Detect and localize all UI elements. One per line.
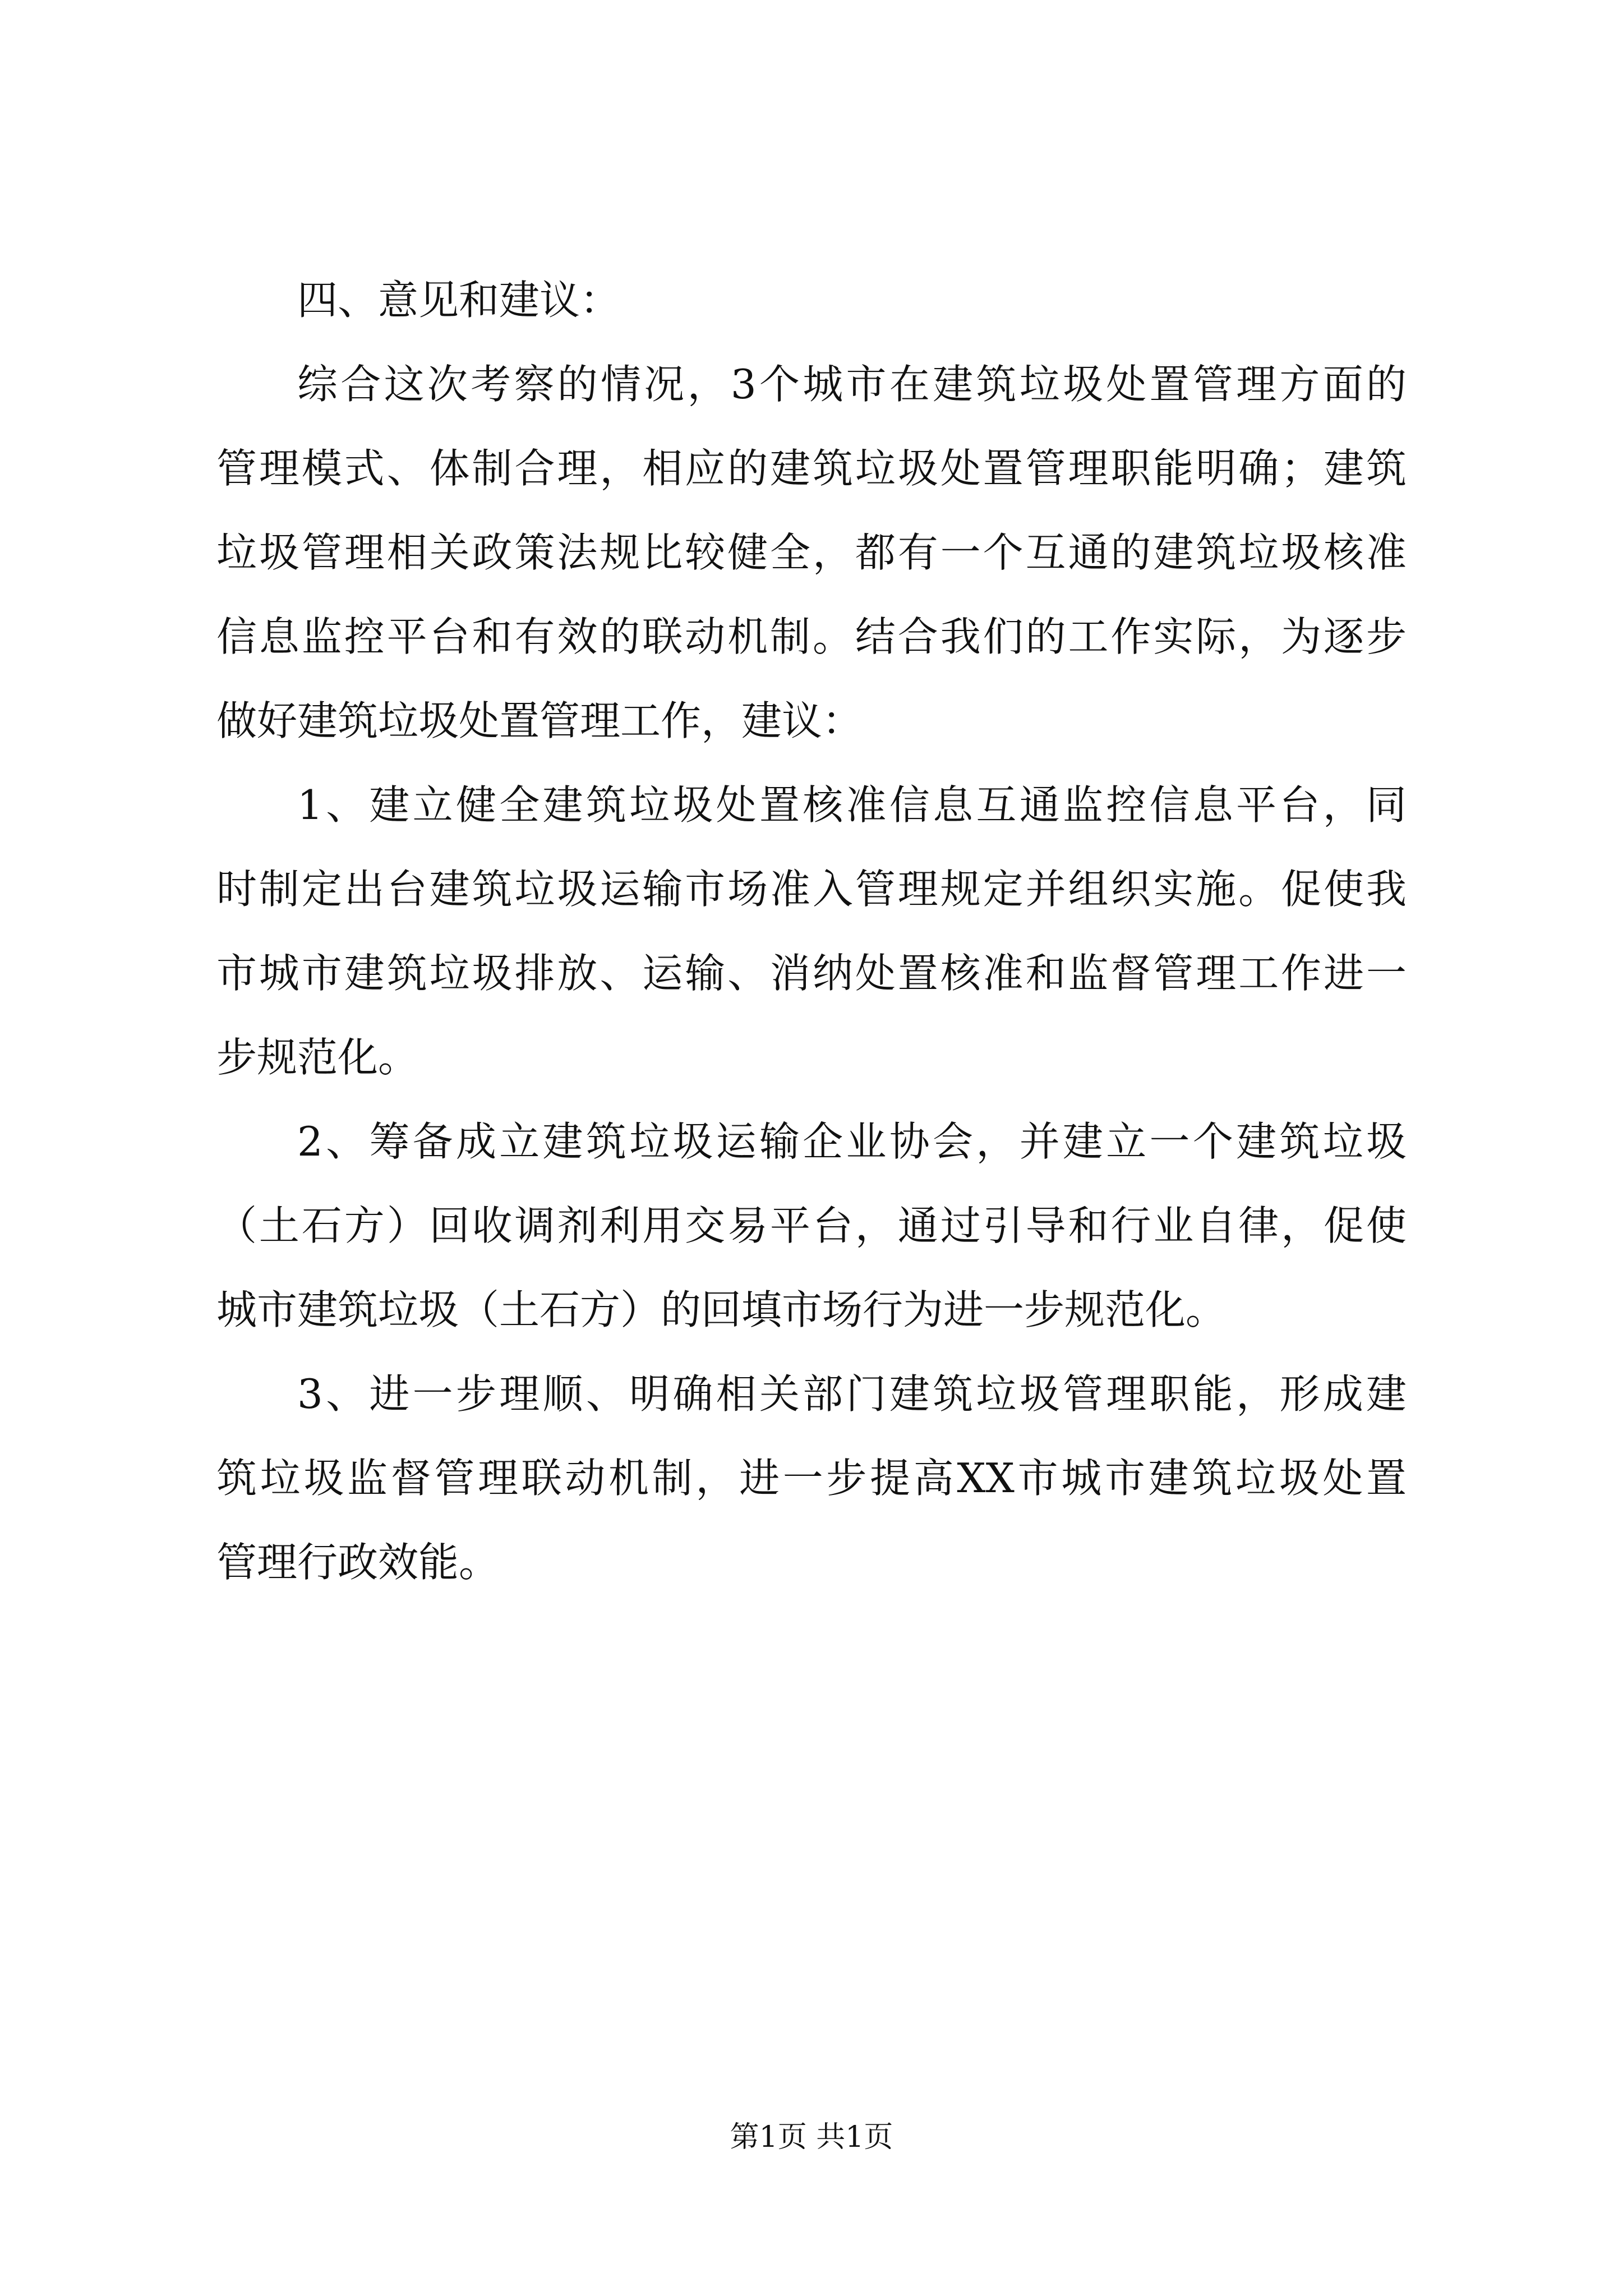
paragraph-4-line-1: 3、进一步理顺、明确相关部门建筑垃圾管理职能，形成建	[297, 1370, 1407, 1418]
paragraph-1-line-2: 管理模式、体制合理，相应的建筑垃圾处置管理职能明确；建筑	[216, 445, 1407, 492]
paragraph-3-line-3: 城市建筑垃圾（土石方）的回填市场行为进一步规范化。	[216, 1286, 1227, 1333]
section-heading: 四、意见和建议：	[297, 277, 621, 324]
paragraph-2-line-3: 市城市建筑垃圾排放、运输、消纳处置核准和监督管理工作进一	[216, 950, 1407, 997]
paragraph-4-line-2: 筑垃圾监督管理联动机制，进一步提高XX市城市建筑垃圾处置	[216, 1455, 1407, 1502]
paragraph-2-line-2: 时制定出台建筑垃圾运输市场准入管理规定并组织实施。促使我	[216, 866, 1407, 913]
paragraph-4-line-3: 管理行政效能。	[216, 1539, 500, 1586]
paragraph-3-line-2: （土石方）回收调剂利用交易平台，通过引导和行业自律，促使	[216, 1202, 1407, 1249]
paragraph-1-line-4: 信息监控平台和有效的联动机制。结合我们的工作实际，为逐步	[216, 613, 1407, 660]
paragraph-1-line-1: 综合这次考察的情况，3个城市在建筑垃圾处置管理方面的	[297, 361, 1407, 408]
page-number-footer: 第1页 共1页	[730, 2120, 893, 2154]
paragraph-3-line-1: 2、筹备成立建筑垃圾运输企业协会，并建立一个建筑垃圾	[297, 1118, 1407, 1165]
paragraph-1-line-5: 做好建筑垃圾处置管理工作，建议：	[216, 697, 863, 744]
paragraph-1-line-3: 垃圾管理相关政策法规比较健全，都有一个互通的建筑垃圾核准	[216, 529, 1407, 576]
paragraph-2-line-1: 1、建立健全建筑垃圾处置核准信息互通监控信息平台，同	[297, 781, 1407, 829]
paragraph-2-line-4: 步规范化。	[216, 1034, 419, 1081]
